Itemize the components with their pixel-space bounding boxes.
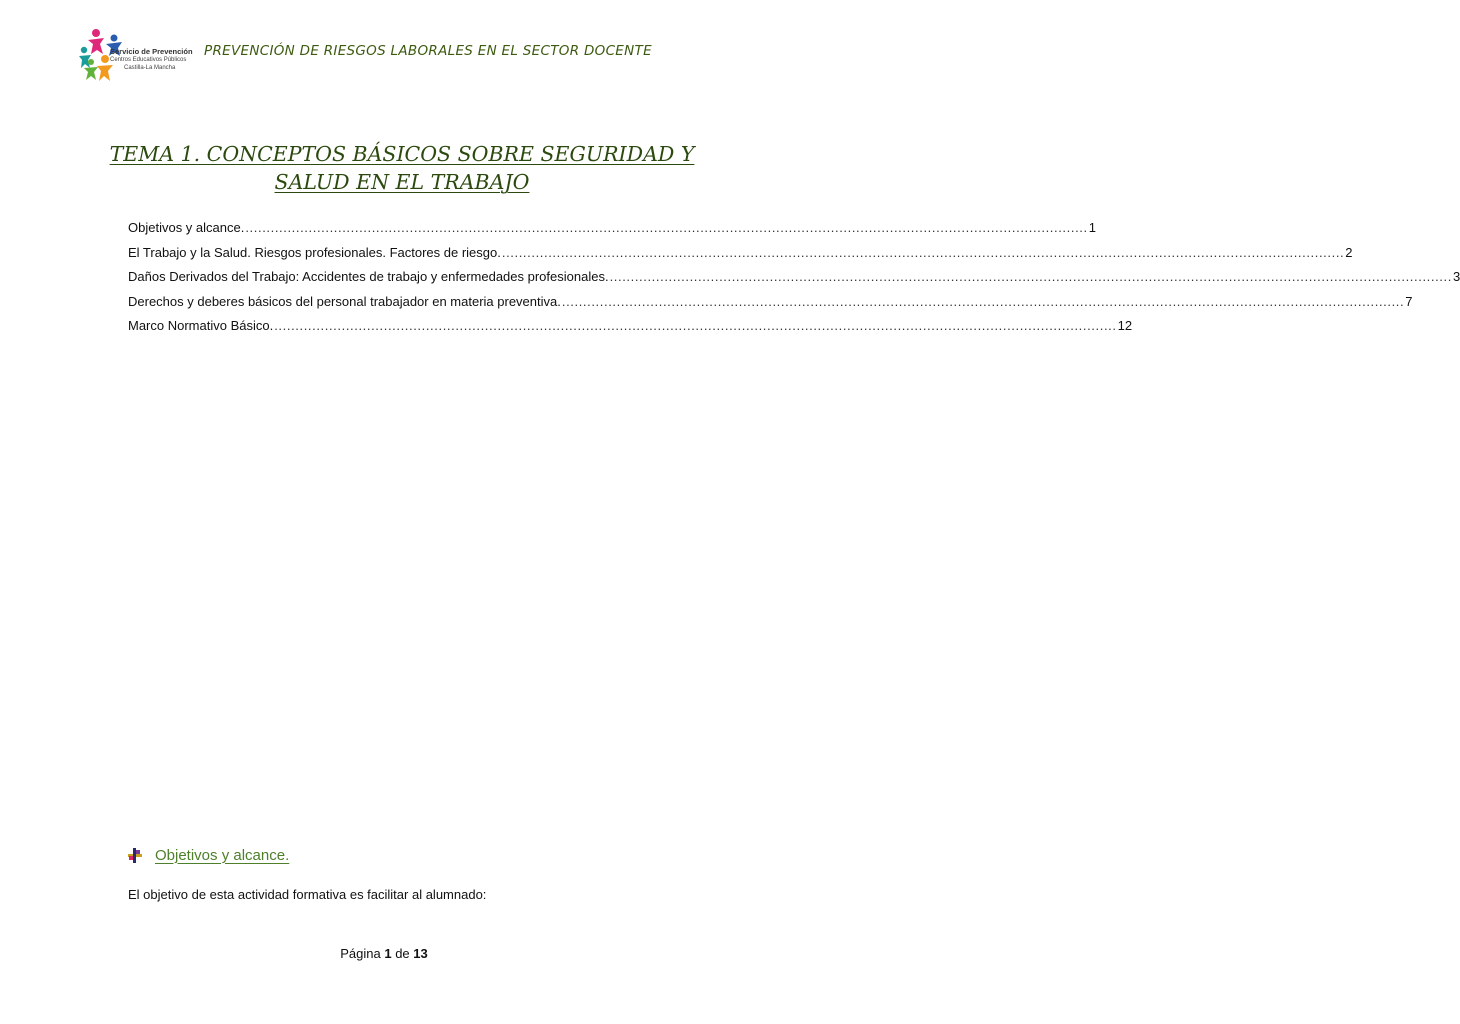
toc-item-page: 12 [1117, 318, 1133, 333]
footer-total-pages: 13 [413, 946, 428, 961]
toc-item-page: 2 [1345, 244, 1353, 260]
header-title: PREVENCIÓN DE RIESGOS LABORALES EN EL SECTOR DOCENTE [204, 43, 652, 59]
toc-item-page: 3 [1452, 269, 1460, 284]
page-footer [0, 946, 768, 961]
footer-prefix: Página [340, 946, 381, 961]
table-of-contents [128, 216, 1460, 339]
toc-item-label: El Trabajo y la Salud. Riesgos profesionales. Factores de riesgo. [128, 244, 501, 260]
bullet-cross-icon [126, 846, 146, 864]
logo-line1: Servicio de Prevención [110, 47, 193, 56]
toc-item[interactable] [128, 314, 1133, 339]
document-title [100, 140, 704, 196]
logo-text [110, 48, 194, 72]
document-title-line1: TEMA 1. CONCEPTOS BÁSICOS SOBRE SEGURIDAD Y [109, 142, 695, 166]
logo [78, 28, 192, 82]
toc-item-page: 7 [1405, 293, 1413, 309]
section-title: Objetivos y alcance. [155, 846, 290, 864]
toc-item[interactable] [128, 216, 1096, 241]
document-title-line2: SALUD EN EL TRABAJO [274, 170, 530, 194]
logo-line3: Castilla-La Mancha [124, 65, 176, 71]
toc-leader-dots: ........................................................................................................................................................................................................ [561, 293, 1405, 309]
toc-item[interactable] [128, 265, 1460, 290]
toc-item-label: Objetivos y alcance. [128, 220, 245, 235]
toc-leader-dots: ........................................................................................................................................................................................................ [609, 269, 1452, 284]
toc-leader-dots: ........................................................................................................................................................................................................ [501, 244, 1345, 260]
toc-item[interactable] [128, 290, 1413, 315]
toc-item-label: Daños Derivados del Trabajo: Accidentes de trabajo y enfermedades profesionales. [128, 269, 609, 284]
section-heading [126, 846, 289, 864]
footer-current-page: 1 [384, 946, 392, 961]
body-paragraph: El objetivo de esta actividad formativa es facilitar al alumnado: [128, 887, 487, 902]
toc-leader-dots: ........................................................................................................................................................................................................ [274, 318, 1117, 333]
toc-item-page: 1 [1088, 220, 1096, 235]
toc-item-label: Derechos y deberes básicos del personal trabajador en materia preventiva. [128, 293, 561, 309]
toc-leader-dots: ........................................................................................................................................................................................................ [245, 220, 1088, 235]
toc-item[interactable] [128, 241, 1353, 266]
toc-item-label: Marco Normativo Básico. [128, 318, 274, 333]
logo-line2: Centros Educativos Públicos [110, 57, 187, 63]
footer-middle: de [395, 946, 410, 961]
